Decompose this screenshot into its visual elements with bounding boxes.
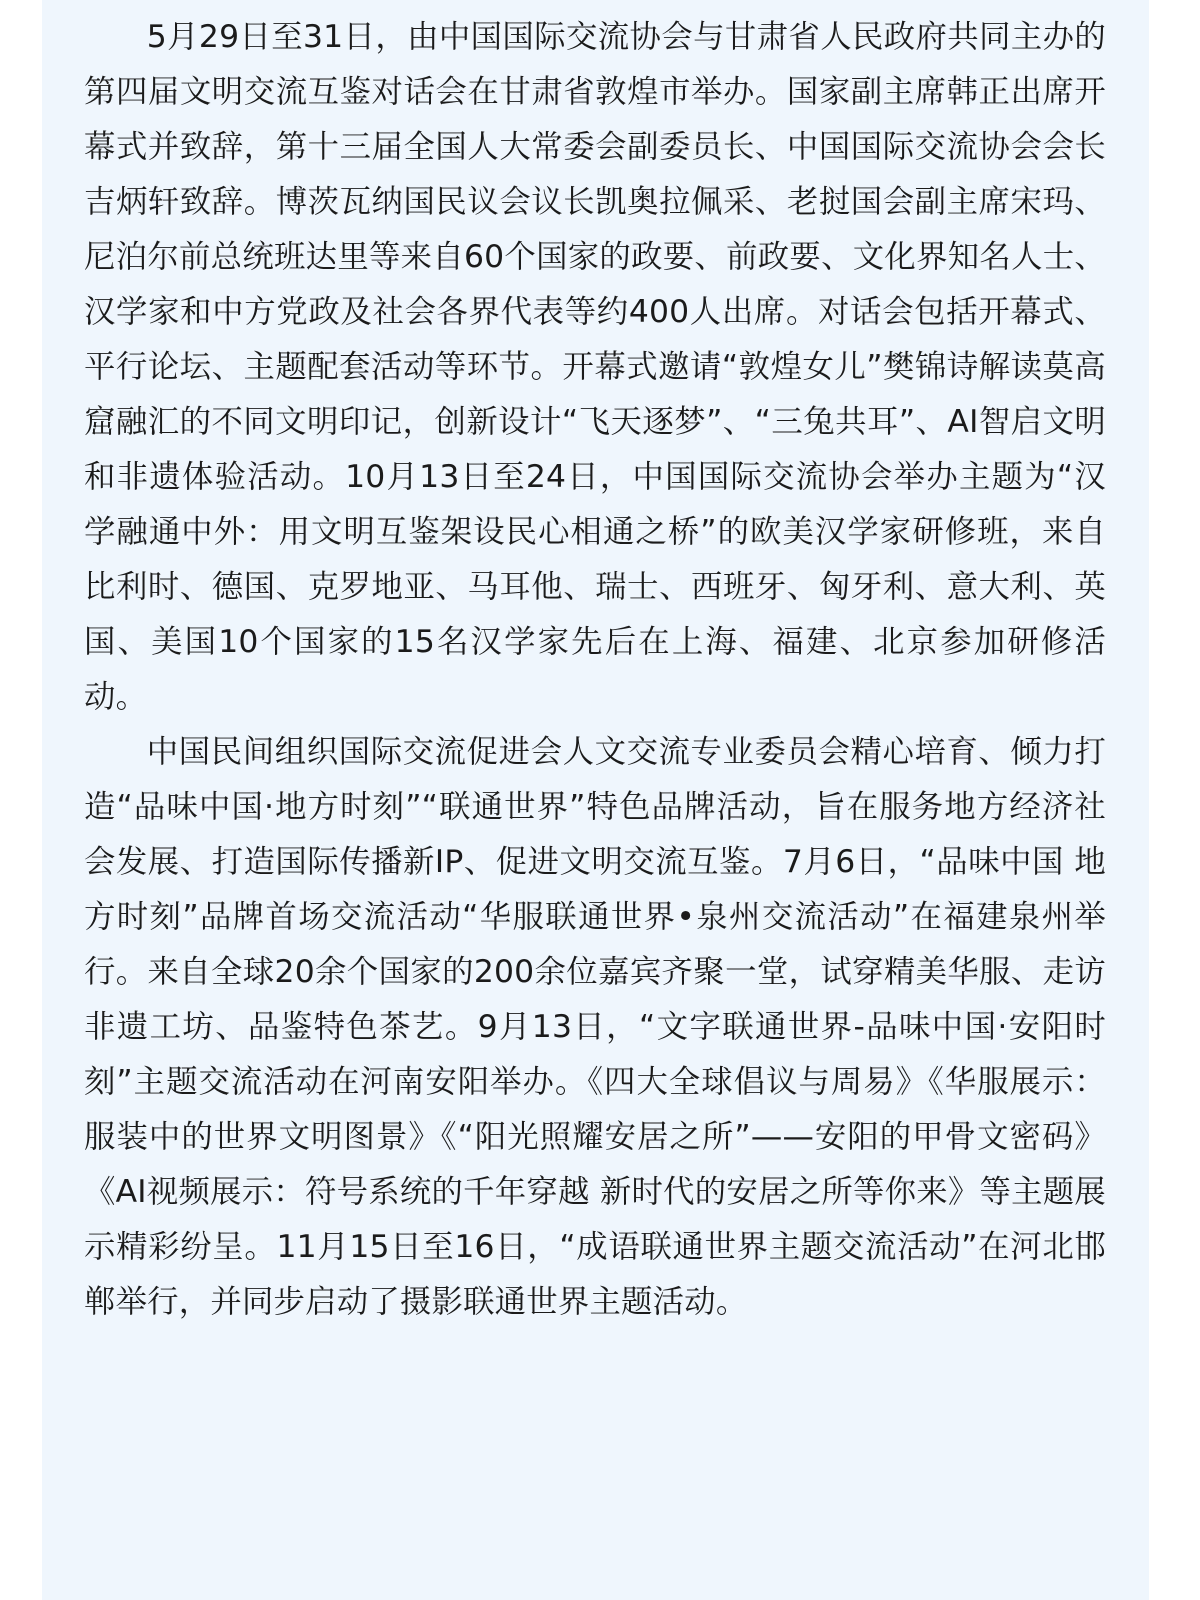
document-page	[42, 0, 1149, 1600]
paragraph-1: 5月29日至31日，由中国国际交流协会与甘肃省人民政府共同主办的第四届文明交流互鉴对话会在甘肃省敦煌市举办。国家副主席韩正出席开幕式并致辞，第十三届全国人大常委会副委员长、中国国际交流协会会长吉炳轩致辞。博茨瓦纳国民议会议长凯奥拉佩采、老挝国会副主席宋玛、尼泊尔前总统班达里等来自60个国家的政要、前政要、文化界知名人士、汉学家和中方党政及社会各界代表等约400人出席。对话会包括开幕式、平行论坛、主题配套活动等环节。开幕式邀请“敦煌女儿”樊锦诗解读莫高窟融汇的不同文明印记，创新设计“飞天逐梦”、“三兔共耳”、AI智启文明和非遗体验活动。10月13日至24日，中国国际交流协会举办主题为“汉学融通中外：用文明互鉴架设民心相通之桥”的欧美汉学家研修班，来自比利时、德国、克罗地亚、马耳他、瑞士、西班牙、匈牙利、意大利、英国、美国10个国家的15名汉学家先后在上海、福建、北京参加研修活动。	[84, 19, 1106, 715]
paragraph-2: 中国民间组织国际交流促进会人文交流专业委员会精心培育、倾力打造“品味中国·地方时刻”“联通世界”特色品牌活动，旨在服务地方经济社会发展、打造国际传播新IP、促进文明交流互鉴。7月6日，“品味中国 地方时刻”品牌首场交流活动“华服联通世界•泉州交流活动”在福建泉州举行。来自全球20余个国家的200余位嘉宾齐聚一堂，试穿精美华服、走访非遗工坊、品鉴特色茶艺。9月13日，“文字联通世界-品味中国·安阳时刻”主题交流活动在河南安阳举办。《四大全球倡议与周易》《华服展示：服装中的世界文明图景》《“阳光照耀安居之所”——安阳的甲骨文密码》《AI视频展示：符号系统的千年穿越 新时代的安居之所等你来》等主题展示精彩纷呈。11月15日至16日，“成语联通世界主题交流活动”在河北邯郸举行，并同步启动了摄影联通世界主题活动。	[84, 734, 1106, 1320]
article-body	[84, 10, 1106, 1330]
